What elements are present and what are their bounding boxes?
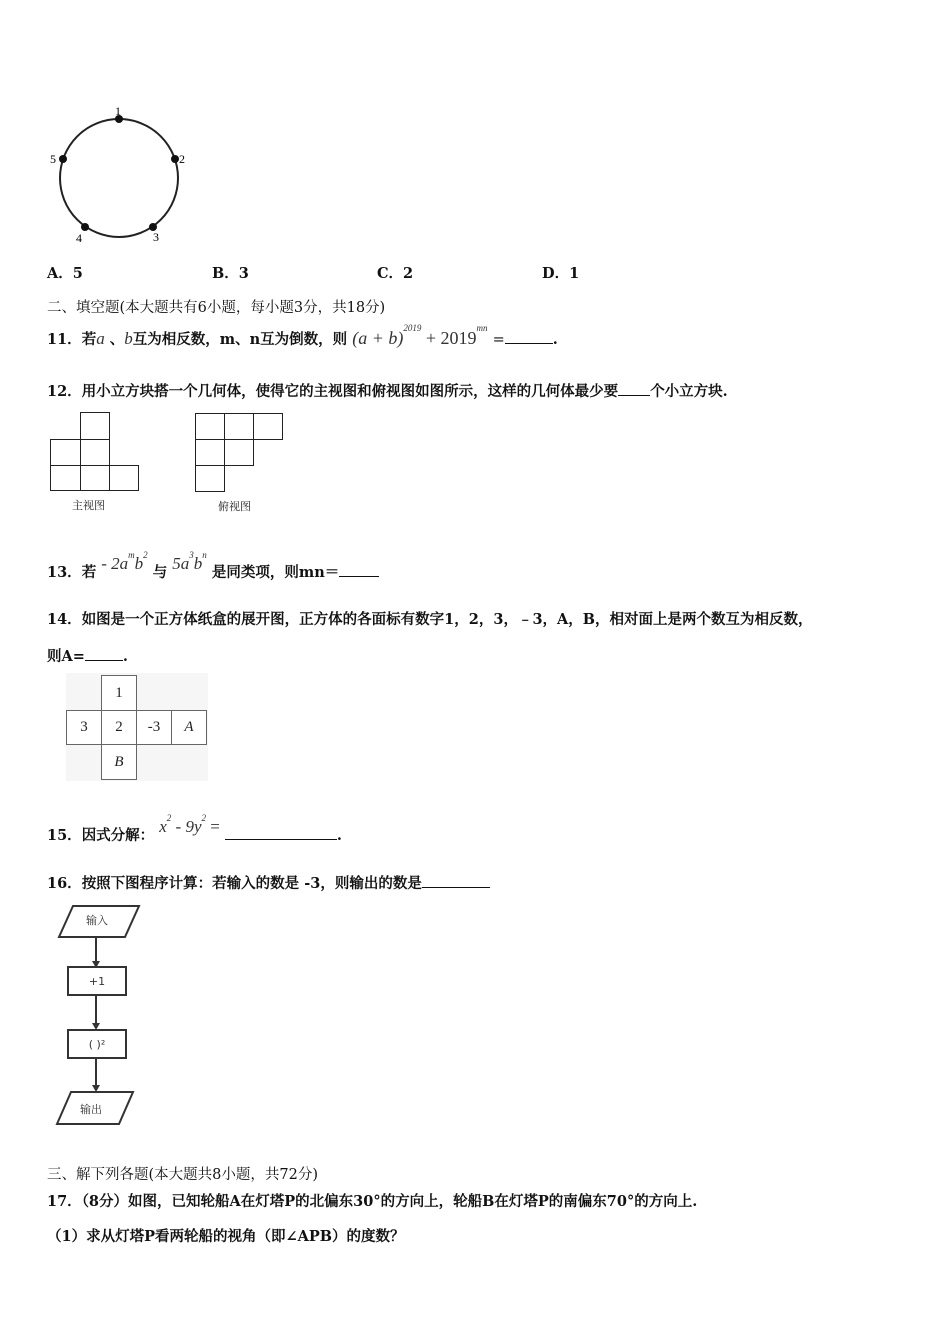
circle-point-4 [81, 223, 89, 231]
question-14-line-1: 14．如图是一个正方体纸盒的展开图，正方体的各面标有数字1，2，3，﹣3，A，B，相对面上是两个数互为相反数， [47, 611, 813, 628]
section-2-title: 二、填空题(本大题共有6小题，每小题3分，共18分) [47, 300, 386, 316]
q13-answer-blank[interactable] [339, 562, 379, 577]
circle-point-2 [171, 155, 179, 163]
question-13: 13．若 - $2a^mb^2$ 与 $5a^3b^n$ 是同类项，则mn＝ [47, 561, 379, 582]
front-view-caption: 主视图 [72, 499, 105, 512]
net-cell-3: 3 [66, 710, 102, 745]
flowchart-figure [55, 902, 145, 1127]
circle-label-3: 3 [153, 230, 159, 244]
question-17-part-1: （1）求从灯塔P看两轮船的视角（即∠APB）的度数？ [47, 1228, 405, 1245]
flow-input-label: 输入 [86, 914, 108, 927]
net-cell-a: A [171, 710, 207, 745]
top-view-caption: 俯视图 [218, 500, 251, 513]
circle-label-1: 1 [115, 104, 121, 118]
option-c: C．2 [377, 265, 414, 282]
top-view-figure [195, 413, 287, 493]
question-15: 15．因式分解： $x^2 - 9y^2$ = . [47, 813, 342, 844]
q13-term-2: $5a^3b^n$ [172, 550, 207, 573]
q13-number: 13． [47, 564, 82, 581]
net-cell-1: 1 [101, 675, 137, 711]
section-3-title: 三、解下列各题(本大题共8小题，共72分) [47, 1167, 318, 1183]
question-11: 11．若a 、b互为相反数，m、n互为倒数，则 $(a + b)^{2019} + 2019^{mn}$ = . [47, 323, 558, 348]
q15-expression: $x^2 - 9y^2$ = [159, 813, 220, 836]
cube-net-figure [66, 673, 208, 781]
question-16: 16．按照下图程序计算：若输入的数是 -3，则输出的数是 [47, 872, 490, 893]
question-17: 17．（8分）如图，已知轮船A在灯塔P的北偏东30°的方向上，轮船B在灯塔P的南偏东70°的方向上. [47, 1193, 698, 1210]
q16-number: 16． [47, 875, 82, 892]
circle-label-4: 4 [76, 231, 82, 245]
q11-answer-blank[interactable] [505, 329, 553, 344]
q11-expression: $(a + b)^{2019} + 2019^{mn}$ [352, 323, 488, 348]
option-b: B．3 [212, 265, 249, 282]
question-14-line-2: 则A= . [47, 648, 128, 665]
flow-step-square: ( )² [67, 1029, 127, 1059]
flow-arrowhead-3 [92, 1085, 100, 1092]
net-cell-2: 2 [101, 710, 137, 745]
circle-label-2: 2 [179, 152, 185, 166]
q13-term-1: - $2a^mb^2$ [101, 550, 148, 573]
q15-answer-blank[interactable] [225, 825, 337, 840]
q14-number: 14． [47, 611, 82, 628]
circle-label-5: 5 [50, 152, 56, 166]
q11-number: 11． [47, 331, 82, 348]
q15-number: 15． [47, 827, 82, 844]
q16-answer-blank[interactable] [422, 873, 490, 888]
q12-answer-blank[interactable] [618, 381, 650, 396]
option-d: D．1 [542, 265, 580, 282]
option-a: A．5 [47, 265, 83, 282]
net-cell-b: B [101, 744, 137, 780]
q12-number: 12． [47, 383, 82, 400]
front-view-figure [50, 412, 142, 492]
q14-answer-blank[interactable] [85, 646, 123, 661]
flow-step-add-one: +1 [67, 966, 127, 996]
circle-figure [40, 100, 200, 248]
flow-output-label: 输出 [80, 1103, 102, 1116]
question-12: 12．用小立方块搭一个几何体，使得它的主视图和俯视图如图所示，这样的几何体最少要 个小立方块. [47, 383, 728, 400]
circle-outline [60, 119, 178, 237]
q17-number: 17． [47, 1193, 82, 1210]
net-cell-neg3: -3 [136, 710, 172, 745]
circle-point-5 [59, 155, 67, 163]
